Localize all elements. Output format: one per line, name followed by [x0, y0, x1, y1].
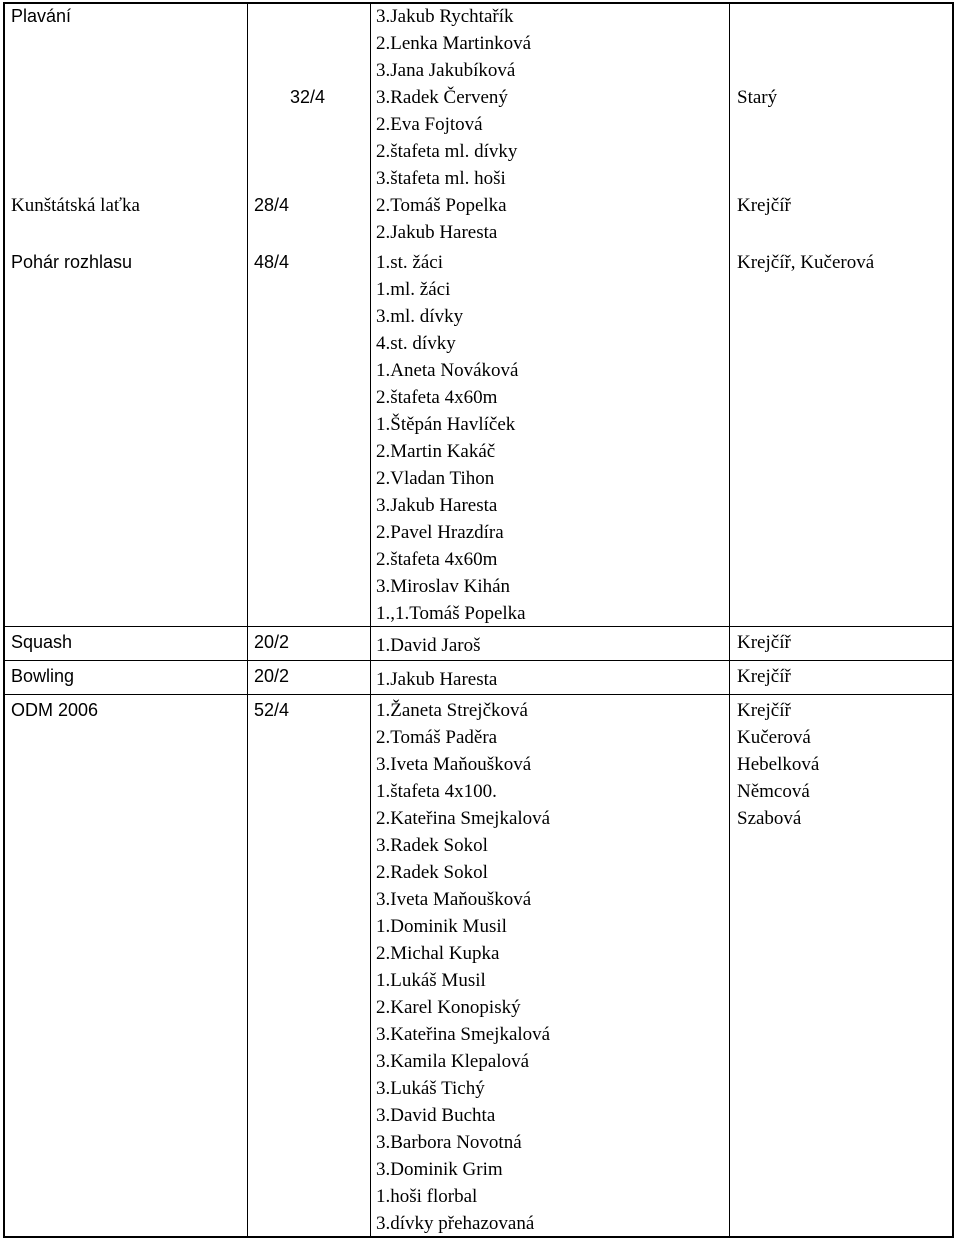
results-list — [376, 3, 531, 192]
result-item: 2.Tomáš Paděra — [376, 727, 498, 748]
result-item: 1.štafeta 4x100. — [376, 781, 497, 802]
teachers-list — [737, 192, 791, 219]
result-item: 2.Michal Kupka — [376, 943, 500, 964]
teacher-item: Krejčíř, Kučerová — [737, 252, 875, 273]
result-item: 4.st. dívky — [376, 333, 456, 354]
results-list — [376, 632, 480, 659]
competition-name: Squash — [11, 632, 73, 652]
teachers-list — [737, 84, 777, 111]
result-item: 3.Jana Jakubíková — [376, 60, 516, 81]
result-item: 2.Lenka Martinková — [376, 33, 532, 54]
competition-name: Kunštátská laťka — [11, 195, 140, 216]
result-item: 1.st. žáci — [376, 252, 444, 273]
result-item: 3.Barbora Novotná — [376, 1132, 522, 1153]
result-item: 1.Lukáš Musil — [376, 970, 486, 991]
result-item: 3.Radek Červený — [376, 87, 508, 108]
competition-name: Pohár rozhlasu — [11, 252, 133, 272]
result-item: 3.Iveta Maňoušková — [376, 889, 532, 910]
teacher-item: Kučerová — [737, 727, 811, 748]
result-item: 2.Radek Sokol — [376, 862, 488, 883]
result-item: 2.Tomáš Popelka — [376, 195, 507, 216]
result-item: 3.David Buchta — [376, 1105, 496, 1126]
result-item: 1.Jakub Haresta — [376, 669, 498, 690]
points: 20/2 — [254, 632, 290, 652]
points: 20/2 — [254, 666, 290, 686]
competition-name: ODM 2006 — [11, 700, 99, 720]
teacher-item: Szabová — [737, 808, 802, 829]
results-list — [376, 666, 497, 693]
result-item: 2.štafeta ml. dívky — [376, 141, 518, 162]
points: 48/4 — [254, 252, 290, 272]
result-item: 2.štafeta 4x60m — [376, 549, 498, 570]
result-item: 3.Dominik Grim — [376, 1159, 503, 1180]
teacher-item: Hebelková — [737, 754, 820, 775]
competition-name: Plavání — [11, 6, 72, 26]
teachers-list — [737, 249, 874, 276]
teacher-item: Starý — [737, 87, 778, 108]
result-item: 2.Eva Fojtová — [376, 114, 483, 135]
result-item: 3.Miroslav Kihán — [376, 576, 511, 597]
result-item: 3.dívky přehazovaná — [376, 1213, 535, 1234]
result-item: 2.Pavel Hrazdíra — [376, 522, 504, 543]
result-item: 1.Štěpán Havlíček — [376, 414, 516, 435]
result-item: 1.ml. žáci — [376, 279, 451, 300]
result-item: 1.Aneta Nováková — [376, 360, 519, 381]
teacher-item: Krejčíř — [737, 195, 791, 216]
results-list — [376, 192, 507, 246]
result-item: 2.Vladan Tihon — [376, 468, 495, 489]
result-item: 2.Kateřina Smejkalová — [376, 808, 551, 829]
row-divider — [3, 660, 954, 661]
column-divider — [729, 2, 730, 1238]
result-item: 3.Iveta Maňoušková — [376, 754, 532, 775]
row-divider — [3, 694, 954, 695]
result-item: 2.štafeta 4x60m — [376, 387, 498, 408]
result-item: 1.,1.Tomáš Popelka — [376, 603, 526, 624]
result-item: 1.Žaneta Strejčková — [376, 700, 528, 721]
points: 52/4 — [254, 700, 290, 720]
results-list — [376, 697, 550, 1237]
result-item: 3.Kamila Klepalová — [376, 1051, 530, 1072]
result-item: 2.Jakub Haresta — [376, 222, 498, 243]
result-item: 3.Jakub Haresta — [376, 495, 498, 516]
teacher-item: Krejčíř — [737, 666, 791, 687]
result-item: 3.Jakub Rychtařík — [376, 6, 514, 27]
teachers-list — [737, 629, 791, 656]
result-item: 3.Kateřina Smejkalová — [376, 1024, 551, 1045]
result-item: 1.Dominik Musil — [376, 916, 507, 937]
result-item: 3.ml. dívky — [376, 306, 464, 327]
points: 28/4 — [254, 195, 290, 215]
result-item: 2.Karel Konopiský — [376, 997, 521, 1018]
column-divider — [247, 2, 248, 1238]
result-item: 3.štafeta ml. hoši — [376, 168, 506, 189]
competition-name: Bowling — [11, 666, 75, 686]
result-item: 3.Lukáš Tichý — [376, 1078, 485, 1099]
result-item: 1.David Jaroš — [376, 635, 481, 656]
result-item: 1.hoši florbal — [376, 1186, 478, 1207]
teacher-item: Němcová — [737, 781, 810, 802]
teachers-list — [737, 697, 819, 832]
result-item: 3.Radek Sokol — [376, 835, 488, 856]
teacher-item: Krejčíř — [737, 632, 791, 653]
results-list — [376, 249, 526, 627]
result-item: 2.Martin Kakáč — [376, 441, 496, 462]
points: 32/4 — [290, 87, 326, 107]
column-divider — [370, 2, 371, 1238]
teacher-item: Krejčíř — [737, 700, 791, 721]
teachers-list — [737, 663, 791, 690]
